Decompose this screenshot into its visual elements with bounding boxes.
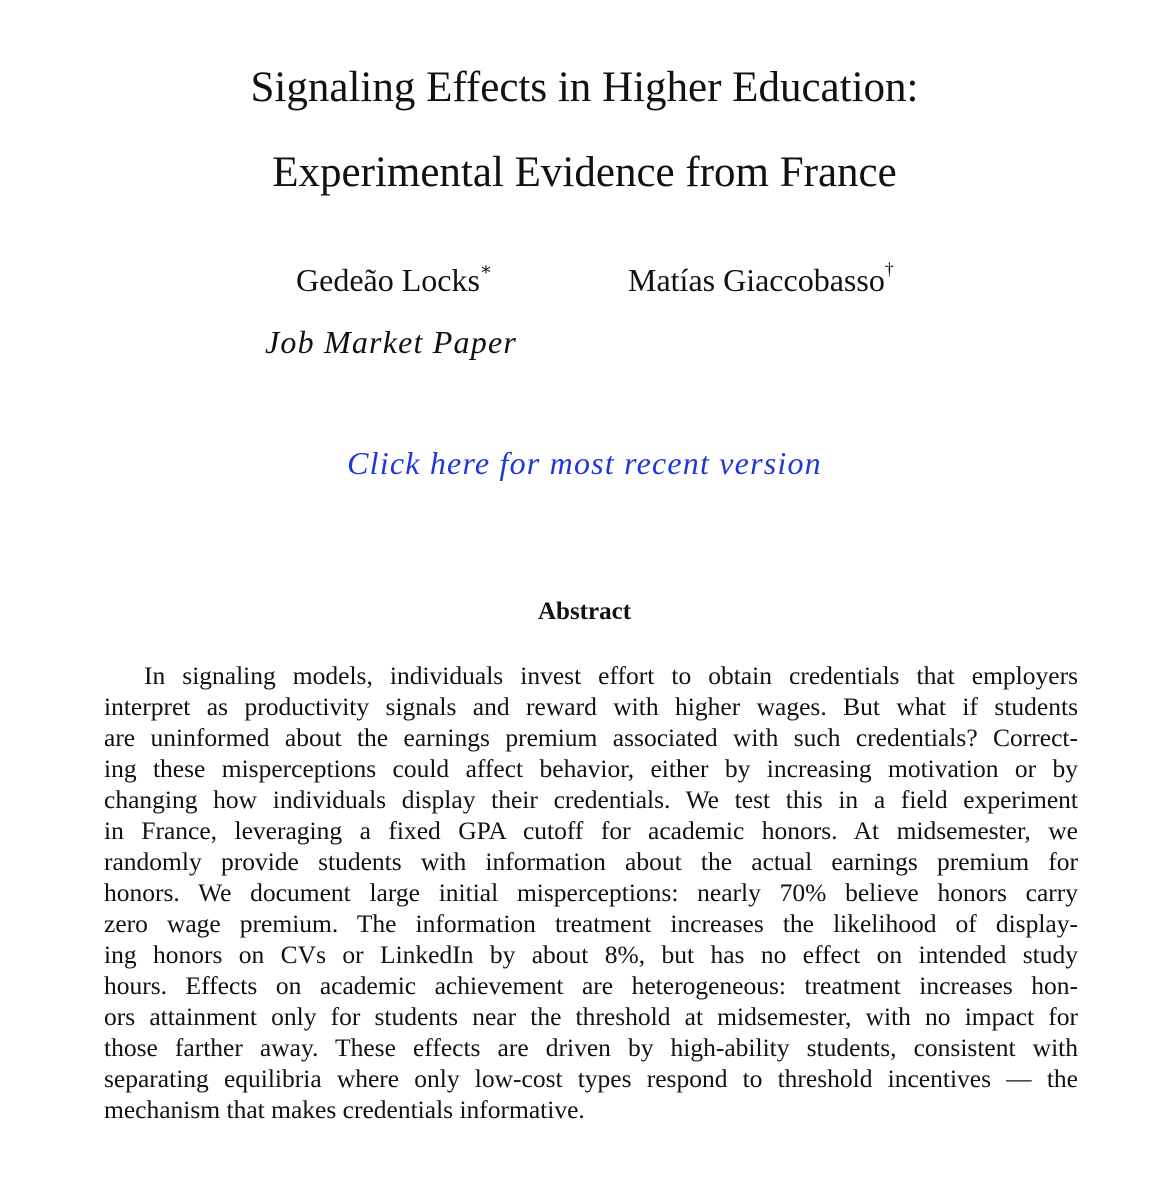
author-2 (628, 259, 894, 298)
abstract-line-9: zero wage premium. The information treatment increases the likelihood of display- (104, 909, 1078, 938)
paper-title-line-1: Signaling Effects in Higher Education: (250, 64, 919, 111)
most-recent-version-link[interactable]: Click here for most recent version (347, 445, 822, 481)
abstract-line-2: interpret as productivity signals and reward with higher wages. But what if students (104, 692, 1078, 721)
author-1-name: Gedeão Locks (296, 262, 480, 298)
abstract-line-1: In signaling models, individuals invest effort to obtain credentials that employers (144, 661, 1078, 690)
author-1-footnote-mark: ∗ (479, 259, 493, 280)
author-2-footnote-mark: † (884, 259, 894, 280)
abstract-heading: Abstract (537, 598, 632, 625)
paper-subtitle: Job Market Paper (265, 324, 518, 360)
paper-title-line-2: Experimental Evidence from France (272, 149, 897, 196)
abstract-line-6: in France, leveraging a fixed GPA cutoff for academic honors. At midsemester, we (104, 816, 1078, 845)
author-2-name: Matías Giaccobasso (628, 262, 885, 298)
abstract-line-5: changing how individuals display their credentials. We test this in a field experiment (104, 785, 1078, 814)
abstract-line-15: mechanism that makes credentials informative. (104, 1095, 585, 1124)
abstract-line-11: hours. Effects on academic achievement are heterogeneous: treatment increases hon- (104, 971, 1078, 1000)
abstract-line-13: those farther away. These effects are driven by high-ability students, consistent with (104, 1033, 1078, 1062)
abstract-line-10: ing honors on CVs or LinkedIn by about 8%, but has no effect on intended study (104, 940, 1078, 969)
author-1 (296, 259, 493, 298)
abstract-line-7: randomly provide students with information about the actual earnings premium for (104, 847, 1078, 876)
abstract-line-3: are uninformed about the earnings premium associated with such credentials? Correct- (104, 723, 1078, 752)
abstract-line-14: separating equilibria where only low-cost types respond to threshold incentives — the (104, 1064, 1078, 1093)
abstract-line-12: ors attainment only for students near the threshold at midsemester, with no impact for (104, 1002, 1078, 1031)
abstract-line-8: honors. We document large initial misperceptions: nearly 70% believe honors carry (104, 878, 1078, 907)
abstract-line-4: ing these misperceptions could affect behavior, either by increasing motivation or by (104, 754, 1078, 783)
